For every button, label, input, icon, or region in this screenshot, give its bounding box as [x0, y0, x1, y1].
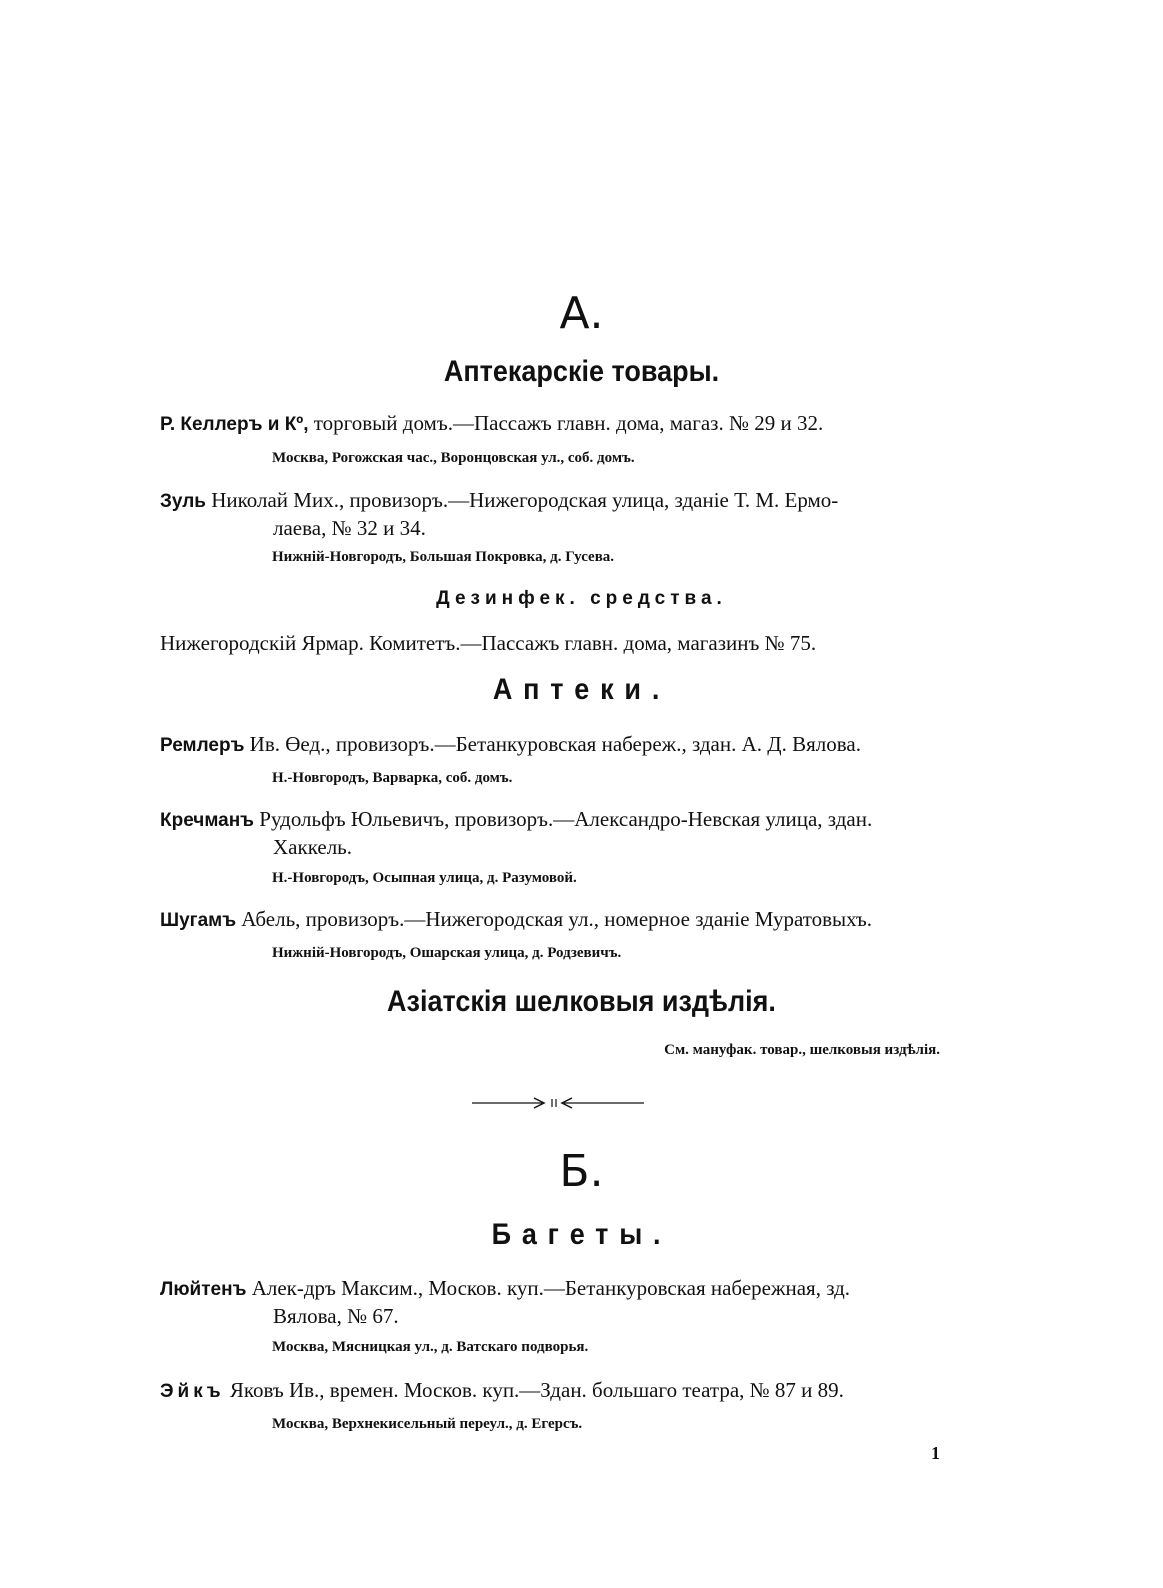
heading-apothecary-goods: Аптекарскіе товары.: [443, 355, 720, 388]
entry-eik: [160, 1377, 960, 1405]
entry-shugam: [160, 906, 960, 934]
entry-name: Зуль: [160, 491, 206, 512]
entry-fair-committee: Нижегородскій Ярмар. Комитетъ.—Пассажъ главн. дома, магазинъ № 75.: [160, 631, 817, 655]
entry-text-continued: Хаккель.: [273, 835, 352, 859]
heading-asian-silk: Азіатскія шелковыя издѣлія.: [387, 985, 776, 1018]
entry-text: Николай Мих., провизоръ.—Нижегородская улица, зданіе Т. М. Ермо-: [211, 488, 839, 512]
heading-baguettes: Багеты.: [491, 1218, 672, 1251]
subheading-disinfectants: Дезинфек. средства.: [436, 588, 727, 609]
cross-reference-note: См. мануфак. товар., шелковыя издѣлія.: [664, 1042, 940, 1058]
entry-text: Яковъ Ив., времен. Москов. куп.—Здан. большаго театра, № 87 и 89.: [229, 1378, 844, 1402]
address-keller: Москва, Рогожская час., Воронцовская ул., соб. домъ.: [272, 450, 635, 466]
entry-name: Люйтенъ: [160, 1279, 247, 1300]
entry-name: Р. Келлеръ и Кº,: [160, 414, 309, 435]
entry-krechman: [160, 806, 960, 860]
entry-text-continued: лаева, № 32 и 34.: [273, 516, 426, 540]
entry-name: Эйкъ: [160, 1381, 225, 1402]
address-zul: Нижній-Новгородъ, Большая Покровка, д. Гусева.: [272, 549, 615, 565]
section-letter-b: Б.: [559, 1146, 604, 1197]
address-shugam: Нижній-Новгородъ, Ошарская улица, д. Родзевичъ.: [272, 945, 622, 961]
address-lyuyten: Москва, Мясницкая ул., д. Ватскаго подворья.: [272, 1339, 589, 1355]
entry-name: Шугамъ: [160, 910, 237, 931]
entry-name: Ремлеръ: [160, 735, 245, 756]
section-letter-a: А.: [559, 288, 604, 339]
entry-keller: [160, 410, 960, 438]
entry-zul: [160, 487, 960, 541]
entry-text: Ив. Өед., провизоръ.—Бетанкуровская набереж., здан. А. Д. Вялова.: [249, 732, 861, 756]
entry-name: Кречманъ: [160, 810, 255, 831]
heading-pharmacies: Аптеки.: [492, 673, 671, 706]
address-remler: Н.-Новгородъ, Варварка, соб. домъ.: [272, 770, 513, 786]
section-divider-ornament: [472, 1096, 644, 1110]
entry-text-continued: Вялова, № 67.: [273, 1304, 399, 1328]
entry-remler: [160, 731, 960, 759]
page-number: 1: [931, 1443, 940, 1463]
address-krechman: Н.-Новгородъ, Осыпная улица, д. Разумовой.: [272, 870, 577, 886]
entry-lyuyten: [160, 1275, 960, 1329]
entry-text: Рудольфъ Юльевичъ, провизоръ.—Александро-Невская улица, здан.: [259, 807, 873, 831]
entry-text: торговый домъ.—Пассажъ главн. дома, магаз. № 29 и 32.: [313, 411, 824, 435]
entry-text: Абель, провизоръ.—Нижегородская ул., номерное зданіе Муратовыхъ.: [241, 907, 872, 931]
address-eik: Москва, Верхнекисельный переул., д. Егерсъ.: [272, 1416, 583, 1432]
entry-text: Алек-дръ Максим., Москов. куп.—Бетанкуровская набережная, зд.: [251, 1276, 851, 1300]
